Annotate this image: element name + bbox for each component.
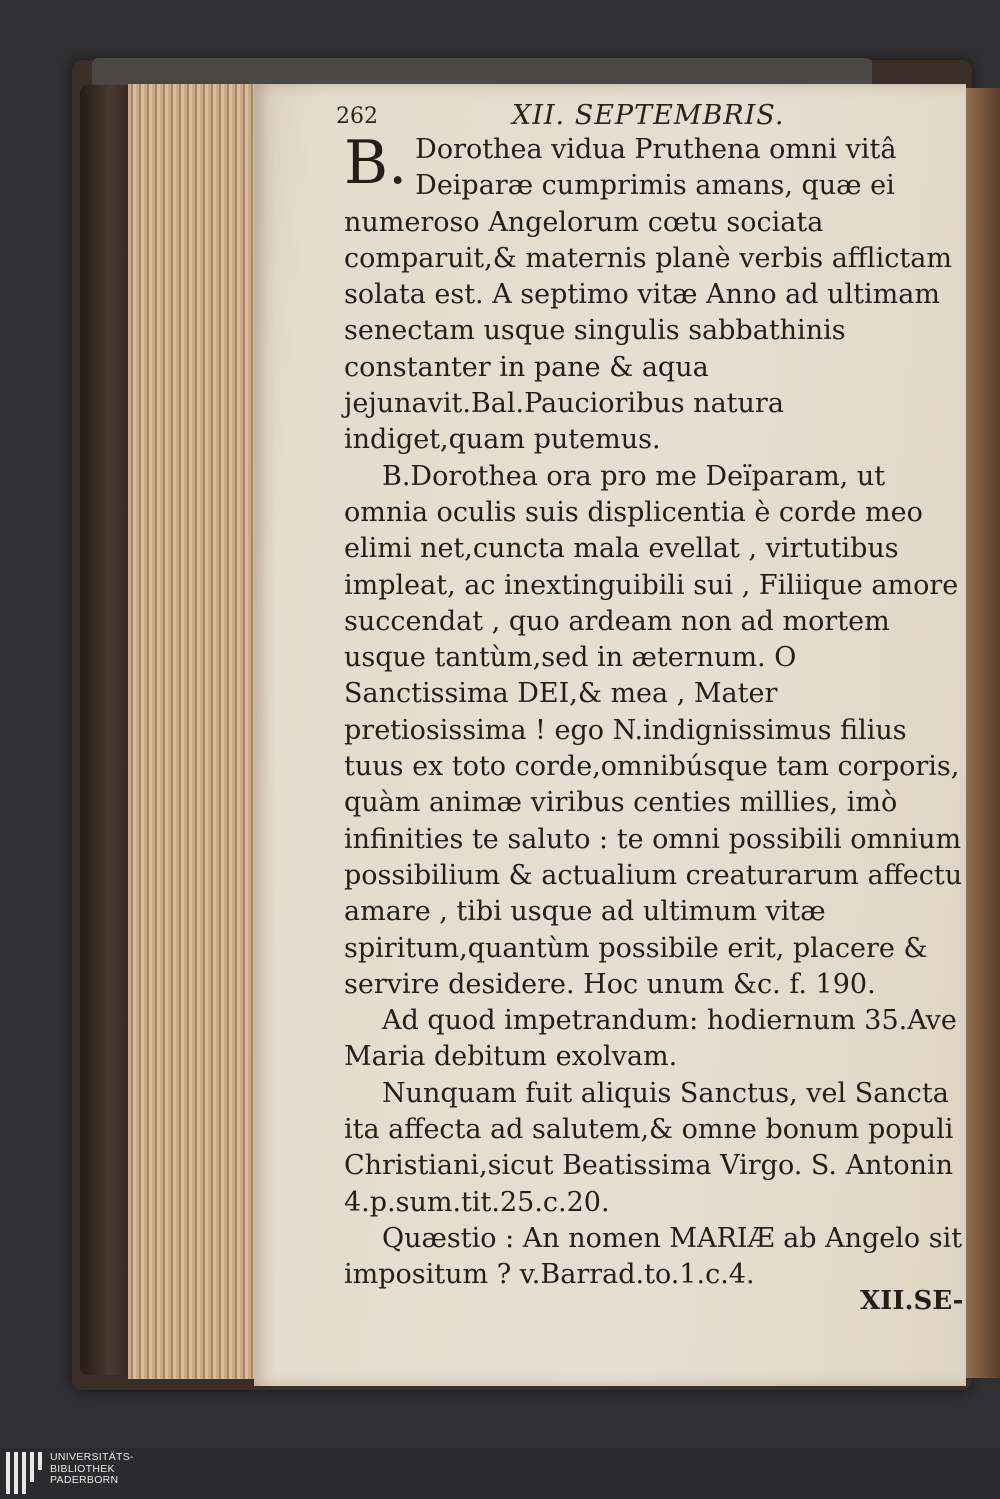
paragraph-4: Nunquam fuit aliquis Sanctus, vel Sancta ita affecta ad salutem,& omne bonum populi Christiani,sicut Beatissima Virgo. S. Antonin 4.p.sum.tit.25.c.20. xyxy=(344,1077,954,1218)
library-name-line-3: PADERBORN xyxy=(50,1474,119,1486)
footer-bar xyxy=(0,1448,1000,1499)
page-text xyxy=(344,128,964,1294)
library-name-line-1: UNIVERSITÄTS- xyxy=(50,1451,134,1463)
book-cover-top-edge xyxy=(92,58,872,86)
library-name-line-2: BIBLIOTHEK xyxy=(50,1462,115,1475)
library-logo-icon xyxy=(6,1452,42,1494)
paragraph-2: B.Dorothea ora pro me Deïparam, ut omnia oculis suis displicentia è corde meo elimi net,cuncta mala evellat , virtutibus impleat, ac inextinguibili sui , Filiique amore succendat , quo ardeam non ad mortem usque tantùm,sed in æternum. O Sanctissima DEI,& mea , Mater pretiosissima ! ego N.indignissimus filius tuus ex toto corde,omnibúsque tam corporis, quàm animæ viribus centies millies, imò infinities te saluto : te omni possibili omnium possibilium & actualium creaturarum affectu amare , tibi usque ad ultimum vitæ spiritum,quantùm possibile erit, placere & servire desidere. Hoc unum &c. f. 190. xyxy=(344,460,963,1000)
paragraph-1-text: Dorothea vidua Pruthena omni vitâ Deiparæ cumprimis amans, quæ ei numeroso Angelorum cœtu sociata comparuit,& maternis planè verbis afflictam solata est. A septimo vitæ Anno ad ultimam senectam usque singulis sabbathinis constanter in pane & aqua jejunavit.Bal.Paucioribus natura indiget,quam putemus. xyxy=(344,134,952,456)
catchword: XII.SE- xyxy=(860,1286,964,1316)
running-head xyxy=(336,100,956,136)
library-name xyxy=(50,1452,134,1487)
facing-page-edge xyxy=(962,88,1000,1378)
paragraph-5: Quæstio : An nomen MARIÆ ab Angelo sit impositum ? v.Barrad.to.1.c.4. xyxy=(344,1222,963,1291)
page-number: 262 xyxy=(336,104,378,129)
running-title: XII. SEPTEMBRIS. xyxy=(512,100,785,131)
paragraph-3: Ad quod impetrandum: hodiernum 35.Ave Maria debitum exolvam. xyxy=(344,1005,957,1073)
page-edges xyxy=(128,84,260,1379)
drop-capital: B. xyxy=(344,128,408,198)
paragraph-1 xyxy=(344,128,964,459)
